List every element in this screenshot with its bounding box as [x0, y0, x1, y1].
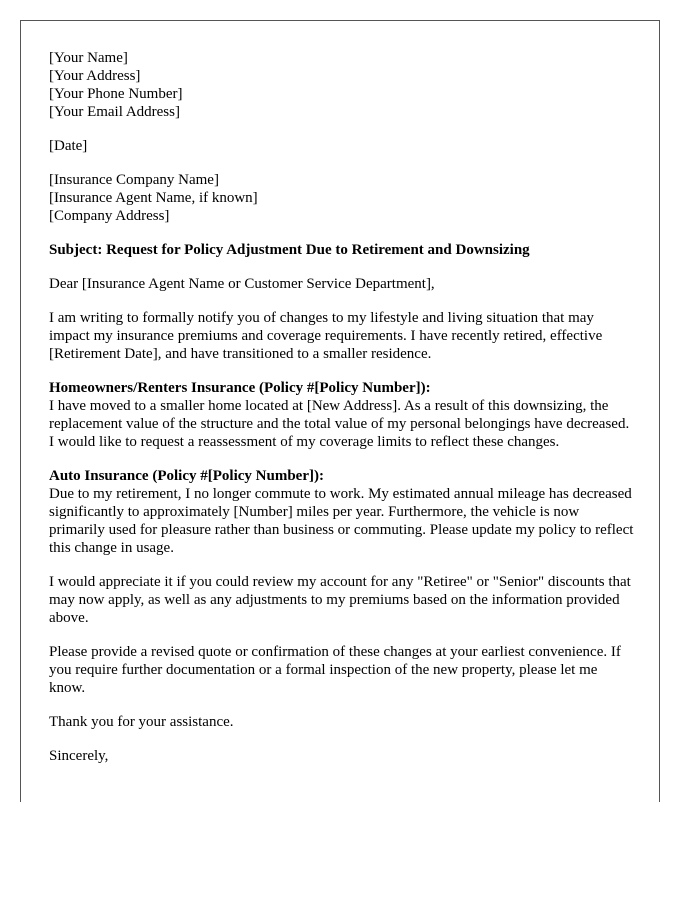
sender-email: [Your Email Address] — [49, 104, 180, 120]
letter-salutation: Dear [Insurance Agent Name or Customer Service Department], — [49, 276, 435, 292]
home-insurance-body: I have moved to a smaller home located at [New Address]. As a result of this downsizing, the replacement value of the structure and the total value of my personal belongings have decreased. I would like to request a reassessment of my coverage limits to reflect these changes. — [49, 398, 630, 450]
sender-block — [49, 49, 635, 121]
sender-address: [Your Address] — [49, 68, 141, 84]
home-insurance-section — [49, 379, 635, 451]
home-insurance-heading: Homeowners/Renters Insurance (Policy #[Policy Number]): — [49, 380, 431, 396]
date-block — [49, 137, 635, 155]
discounts-paragraph: I would appreciate it if you could review my account for any "Retiree" or "Senior" discounts that may now apply, as well as any adjustments to my premiums based on the information provided above. — [49, 574, 631, 626]
closing-line: Sincerely, — [49, 748, 109, 764]
recipient-address: [Company Address] — [49, 208, 170, 224]
auto-insurance-section — [49, 467, 635, 557]
recipient-agent: [Insurance Agent Name, if known] — [49, 190, 258, 206]
intro-paragraph: I am writing to formally notify you of changes to my lifestyle and living situation that may impact my insurance premiums and coverage requirements. I have recently retired, effective [Retirement Date], and have transitioned to a smaller residence. — [49, 310, 603, 362]
auto-insurance-body: Due to my retirement, I no longer commute to work. My estimated annual mileage has decreased significantly to approximately [Number] miles per year. Furthermore, the vehicle is now primarily used for pleasure rather than business or commuting. Please update my policy to reflect this change in usage. — [49, 486, 634, 556]
letter-page — [20, 20, 660, 802]
recipient-company: [Insurance Company Name] — [49, 172, 219, 188]
auto-insurance-heading: Auto Insurance (Policy #[Policy Number]): — [49, 468, 324, 484]
letter-content — [49, 49, 635, 781]
recipient-block — [49, 171, 635, 225]
thanks-paragraph: Thank you for your assistance. — [49, 714, 234, 730]
request-paragraph: Please provide a revised quote or confirmation of these changes at your earliest convenience. If you require further documentation or a formal inspection of the new property, please let me know. — [49, 644, 621, 696]
letter-date: [Date] — [49, 138, 88, 154]
letter-subject: Subject: Request for Policy Adjustment Due to Retirement and Downsizing — [49, 242, 530, 258]
sender-name: [Your Name] — [49, 50, 128, 66]
sender-phone: [Your Phone Number] — [49, 86, 183, 102]
